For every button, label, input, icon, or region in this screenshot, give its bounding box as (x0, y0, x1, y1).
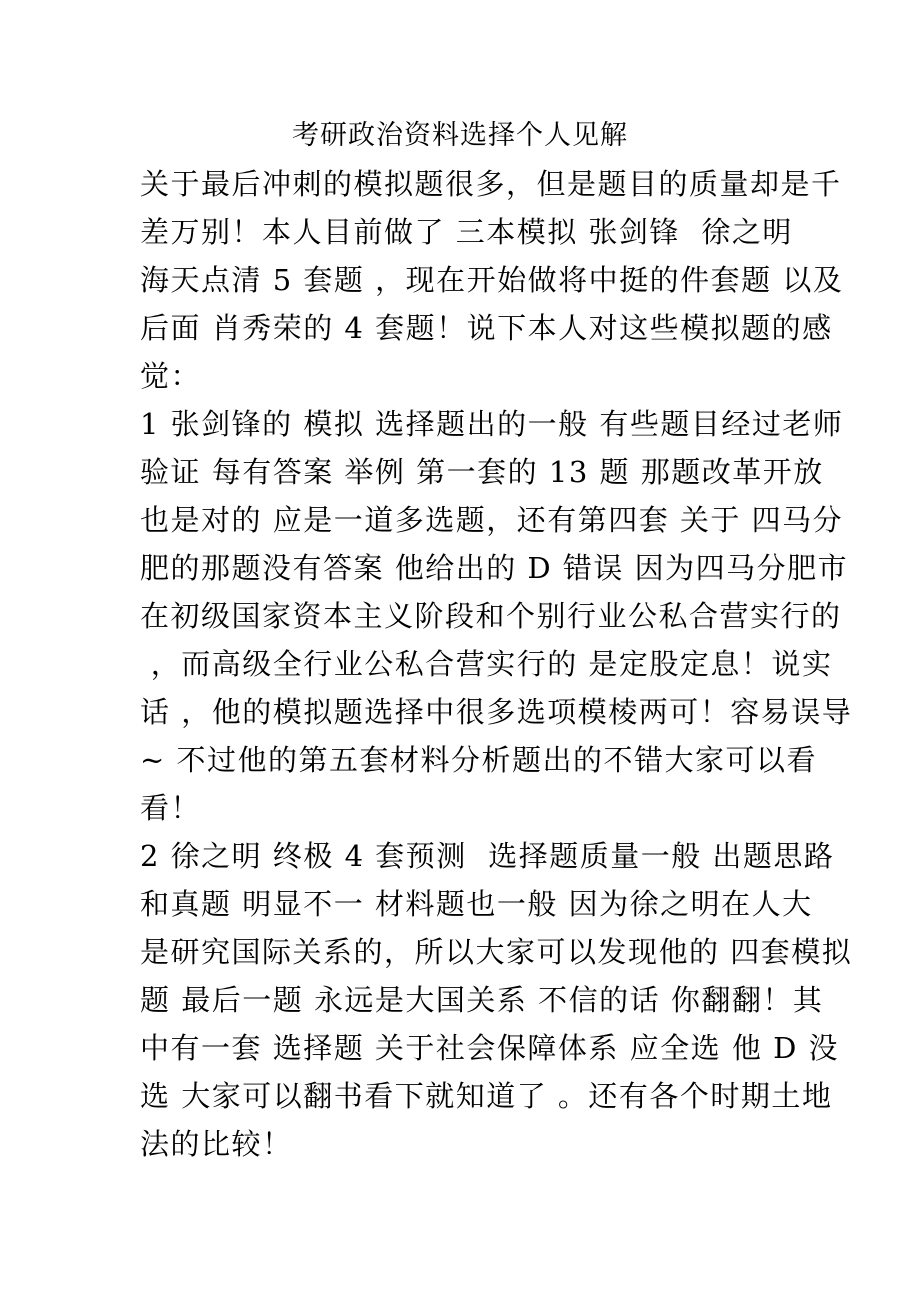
text-line: 话 ，他的模拟题选择中很多选项模棱两可！容易误导 (140, 695, 853, 729)
text-line: 觉： (140, 359, 202, 393)
text-line: 差万别！本人目前做了 三本模拟 张剑锋 徐之明 (140, 215, 793, 249)
text-line: 选 大家可以翻书看下就知道了 。还有各个时期土地 (140, 1079, 833, 1113)
text-line: ，而高级全行业公私合营实行的 是定股定息！说实 (140, 647, 833, 681)
text-line: 关于最后冲刺的模拟题很多，但是题目的质量却是千 (140, 167, 842, 201)
text-line: 在初级国家资本主义阶段和个别行业公私合营实行的 (140, 599, 842, 633)
text-line: 和真题 明显不一 材料题也一般 因为徐之明在人大 (140, 887, 813, 921)
text-line: 1 张剑锋的 模拟 选择题出的一般 有些题目经过老师 (140, 407, 844, 441)
text-line: 是研究国际关系的，所以大家可以发现他的 四套模拟 (140, 935, 853, 969)
text-line: 法的比较！ (140, 1127, 293, 1161)
document-title: 考研政治资料选择个人见解 (292, 120, 628, 151)
text-line: ~ 不过他的第五套材料分析题出的不错大家可以看 (140, 743, 818, 777)
text-line: 海天点清 5 套题 ，现在开始做将中挺的件套题 以及 (140, 263, 844, 297)
text-line: 题 最后一题 永远是大国关系 不信的话 你翻翻！其 (140, 983, 824, 1017)
text-line: 后面 肖秀荣的 4 套题！说下本人对这些模拟题的感 (140, 311, 833, 345)
text-line: 肥的那题没有答案 他给出的 D 错误 因为四马分肥市 (140, 551, 849, 585)
text-line: 中有一套 选择题 关于社会保障体系 应全选 他 D 没 (140, 1031, 840, 1065)
text-line: 验证 每有答案 举例 第一套的 13 题 那题改革开放 (140, 455, 824, 489)
text-line: 也是对的 应是一道多选题，还有第四套 关于 四马分 (140, 503, 844, 537)
text-line: 看！ (140, 791, 202, 825)
document-body (140, 160, 853, 1168)
text-line: 2 徐之明 终极 4 套预测 选择题质量一般 出题思路 (140, 839, 835, 873)
